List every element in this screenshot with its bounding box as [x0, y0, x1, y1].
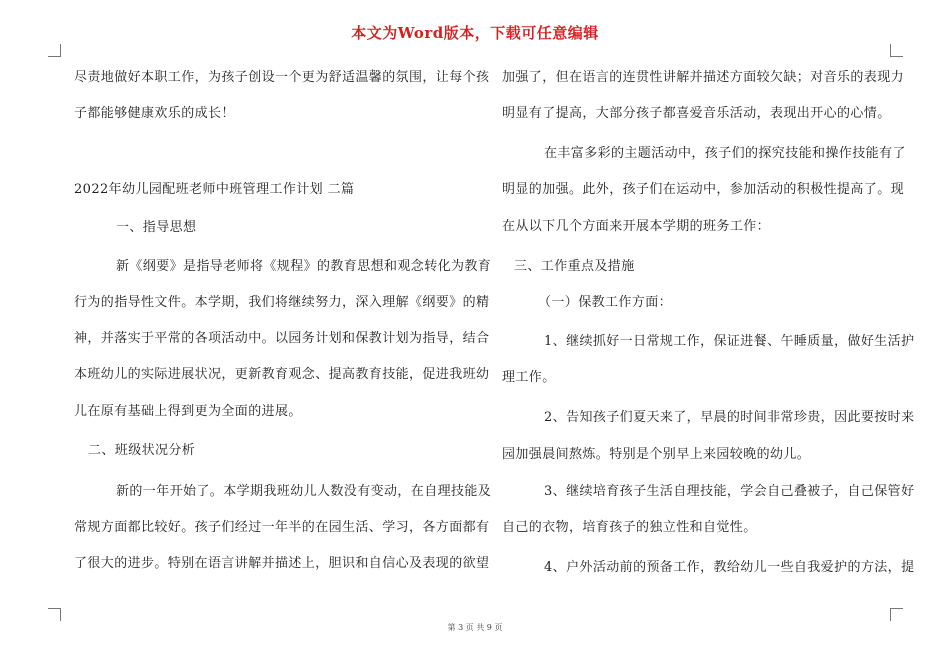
body-text-line: 明显的加强。此外，孩子们在运动中，参加活动的积极性提高了。现 [502, 182, 905, 197]
body-text-line: 明显有了提高，大部分孩子都喜爱音乐活动，表现出开心的心情。 [502, 106, 891, 121]
subsection-heading: （一）保教工作方面： [538, 295, 673, 310]
body-text-line: 理工作。 [502, 370, 556, 385]
body-text-line: 园加强晨间熬炼。特别是个别早上来园较晚的幼儿。 [502, 447, 811, 462]
section-heading: 二、班级状况分析 [88, 443, 196, 458]
body-text-line: 自己的衣物，培育孩子的独立性和自觉性。 [502, 520, 757, 535]
body-text-line: 在丰富多彩的主题活动中，孩子们的探究技能和操作技能有了 [544, 146, 906, 161]
list-item: 1、继续抓好一日常规工作，保证进餐、午睡质量，做好生活护 [544, 334, 915, 349]
body-text-line: 在从以下几个方面来开展本学期的班务工作： [502, 219, 771, 234]
document-title: 2022年幼儿园配班老师中班管理工作计划 二篇 [74, 182, 355, 197]
body-text-line: 新的一年开始了。本学期我班幼儿人数没有变动，在自理技能及 [116, 484, 492, 499]
crop-mark-bottom-right [890, 608, 903, 621]
body-text-line: 新《纲要》是指导老师将《规程》的教育思想和观念转化为教育 [116, 259, 492, 274]
crop-mark-top-left [48, 44, 61, 57]
body-text-line: 本班幼儿的实际进展状况，更新教育观念、提高教育技能，促进我班幼 [74, 367, 490, 382]
body-text-line: 了很大的进步。特别在语言讲解并描述上，胆识和自信心及表现的欲望 [74, 556, 490, 571]
body-text-line: 儿在原有基础上得到更为全面的进展。 [74, 404, 302, 419]
page-number: 第 3 页 共 9 页 [447, 623, 503, 632]
section-heading: 三、工作重点及措施 [514, 259, 635, 274]
crop-mark-bottom-left [48, 608, 61, 621]
body-text-line: 加强了，但在语言的连贯性讲解并描述方面较欠缺；对音乐的表现力 [502, 70, 905, 85]
download-banner: 本文为Word版本，下载可任意编辑 [351, 24, 599, 42]
list-item: 4、户外活动前的预备工作，教给幼儿一些自我爱护的方法，提 [544, 560, 915, 575]
body-text-line: 尽责地做好本职工作，为孩子创设一个更为舒适温馨的氛围，让每个孩 [74, 70, 490, 85]
section-heading: 一、指导思想 [116, 220, 197, 235]
list-item: 3、继续培育孩子生活自理技能，学会自己叠被子，自己保管好 [544, 484, 915, 499]
crop-mark-top-right [890, 44, 903, 57]
body-text-line: 常规方面都比较好。孩子们经过一年半的在园生活、学习，各方面都有 [74, 520, 490, 535]
body-text-line: 子都能够健康欢乐的成长！ [74, 106, 235, 121]
list-item: 2、告知孩子们夏天来了，早晨的时间非常珍贵，因此要按时来 [544, 410, 915, 425]
body-text-line: 行为的指导性文件。本学期，我们将继续努力，深入理解《纲要》的精 [74, 295, 490, 310]
body-text-line: 神，并落实于平常的各项活动中。以园务计划和保教计划为指导，结合 [74, 331, 490, 346]
